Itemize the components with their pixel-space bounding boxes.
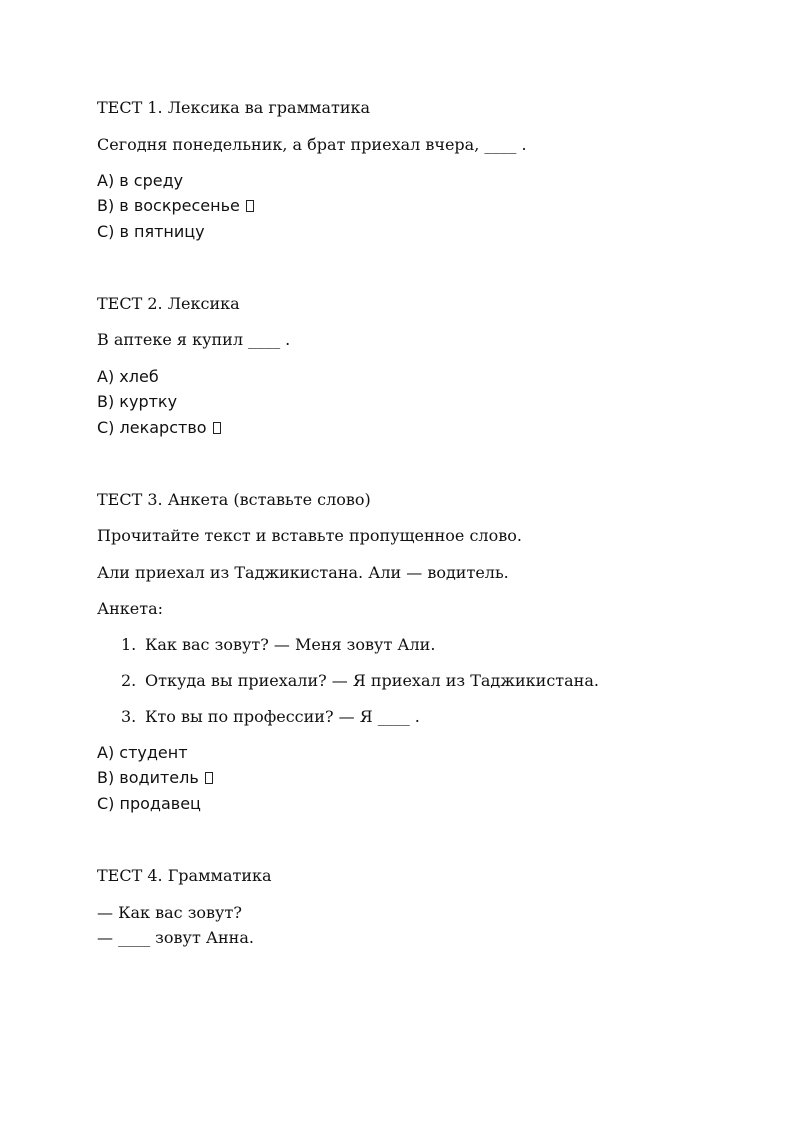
- test-2-option-a: [97, 367, 159, 387]
- form-item-text: Кто вы по профессии? — Я ____ .: [145, 707, 420, 726]
- form-item-text: Откуда вы приехали? — Я приехал из Таджикистана.: [145, 671, 599, 690]
- test-1-option-b: [97, 196, 254, 216]
- test-2-title: ТЕСТ 2. Лексика: [97, 294, 240, 313]
- test-2-option-b: [97, 392, 177, 412]
- test-3-option-c: [97, 794, 201, 814]
- test-1-title: ТЕСТ 1. Лексика ва грамматика: [97, 98, 371, 117]
- option-label: B) куртку: [97, 392, 178, 411]
- form-item-number: 3.: [121, 707, 137, 726]
- test-4-title: ТЕСТ 4. Грамматика: [97, 866, 272, 885]
- form-item-text: Как вас зовут? — Меня зовут Али.: [145, 635, 436, 654]
- option-label: C) продавец: [97, 794, 201, 813]
- answer-mark-icon: [213, 422, 221, 434]
- option-label: A) в среду: [97, 171, 184, 190]
- test-3-option-a: [97, 743, 188, 763]
- dialogue-line: — Как вас зовут?: [97, 903, 242, 922]
- test-3-option-b: [97, 768, 213, 788]
- form-item-number: 1.: [121, 635, 137, 654]
- answer-mark-icon: [246, 200, 254, 212]
- form-item-number: 2.: [121, 671, 137, 690]
- option-label: C) в пятницу: [97, 222, 205, 241]
- test-1-option-c: [97, 222, 205, 242]
- test-3-instruction: Прочитайте текст и вставьте пропущенное слово.: [97, 526, 522, 545]
- test-3-form-label: Анкета:: [97, 599, 164, 618]
- option-label: A) студент: [97, 743, 188, 762]
- option-label: C) лекарство: [97, 418, 207, 437]
- test-2-question: В аптеке я купил ____ .: [97, 330, 291, 349]
- option-label: A) хлеб: [97, 367, 159, 386]
- test-3-text: Али приехал из Таджикистана. Али — водитель.: [97, 563, 509, 582]
- answer-mark-icon: [205, 772, 213, 784]
- test-1-question: Сегодня понедельник, а брат приехал вчера, ____ .: [97, 135, 527, 154]
- option-label: B) водитель: [97, 768, 199, 787]
- dialogue-line: — ____ зовут Анна.: [97, 928, 254, 947]
- option-label: B) в воскресенье: [97, 196, 240, 215]
- test-3-title: ТЕСТ 3. Анкета (вставьте слово): [97, 490, 371, 509]
- test-2-option-c: [97, 418, 221, 438]
- test-1-option-a: [97, 171, 183, 191]
